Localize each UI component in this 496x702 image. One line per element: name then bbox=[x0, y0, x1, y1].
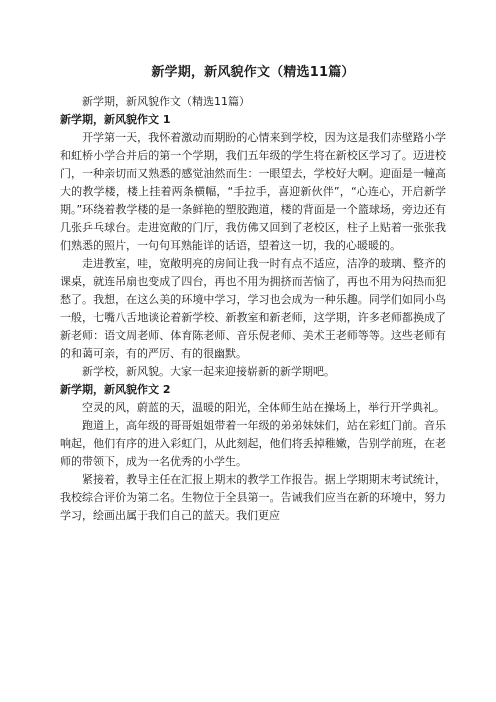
document-subtitle: 新学期，新风貌作文（精选11篇） bbox=[82, 95, 250, 108]
paragraph: 跑道上，高年级的哥哥姐姐带着一年级的弟弟妹妹们，站在彩虹门前。音乐响起，他们有序的进入彩虹门，从此刻起，他们将丢掉稚嫩，告别学前班，在老师的带领下，成为一名优秀的小学生。 bbox=[60, 419, 446, 468]
essay-section-2 bbox=[60, 381, 446, 525]
paragraph: 紧接着，教导主任在汇报上期末的教学工作报告。据上学期期末考试统计，我校综合评价为第二名。生物位于全县第一。告诫我们应当在新的环境中，努力学习，绘画出属于我们自己的蓝天。我们更应 bbox=[60, 473, 446, 522]
paragraph: 开学第一天，我怀着激动而期盼的心情来到学校，因为这是我们赤壁路小学和虹桥小学合并后的第一个学期，我们五年级的学生将在新校区学习了。迈进校门，一种亲切而又熟悉的感觉油然而生：一眼望去，学校好大啊。迎面是一幢高大的教学楼，楼上挂着两条横幅，“手拉手，喜迎新伙伴”，“心连心，开启新学期。”环绕着教学楼的是一条鲜艳的塑胶跑道，楼的背面是一个篮球场，旁边还有几张乒乓球台。走进宽敞的门厅，我仿佛又回到了老校区，柱子上贴着一张张我们熟悉的照片，一句句耳熟能详的话语，望着这一切，我的心暖暖的。 bbox=[60, 131, 446, 252]
section-heading: 新学期，新风貌作文 1 bbox=[60, 113, 171, 126]
essay-section-1 bbox=[60, 111, 446, 381]
paragraph: 新学校，新风貌。大家一起来迎接崭新的新学期吧。 bbox=[82, 365, 335, 378]
paragraph: 走进教室，哇，宽敞明亮的房间让我一时有点不适应，洁净的玻璃、整齐的课桌，就连吊扇也变成了四台，再也不用为拥挤而苦恼了，再也不用为闷热而犯愁了。我想，在这么美的环境中学习，学习也会成为一种乐趣。同学们如同小鸟一般，七嘴八舌地谈论着新学校、新教室和新老师，这学期，许多老师都换成了新老师：语文周老师、体育陈老师、音乐倪老师、美术王老师等等。这些老师有的和蔼可亲，有的严厉、有的很幽默。 bbox=[60, 257, 446, 360]
paragraph: 空灵的风，蔚蓝的天，温暖的阳光，全体师生站在操场上，举行开学典礼。 bbox=[82, 401, 445, 414]
section-heading: 新学期，新风貌作文 2 bbox=[60, 383, 171, 396]
document-title: 新学期，新风貌作文（精选11篇） bbox=[151, 65, 355, 80]
